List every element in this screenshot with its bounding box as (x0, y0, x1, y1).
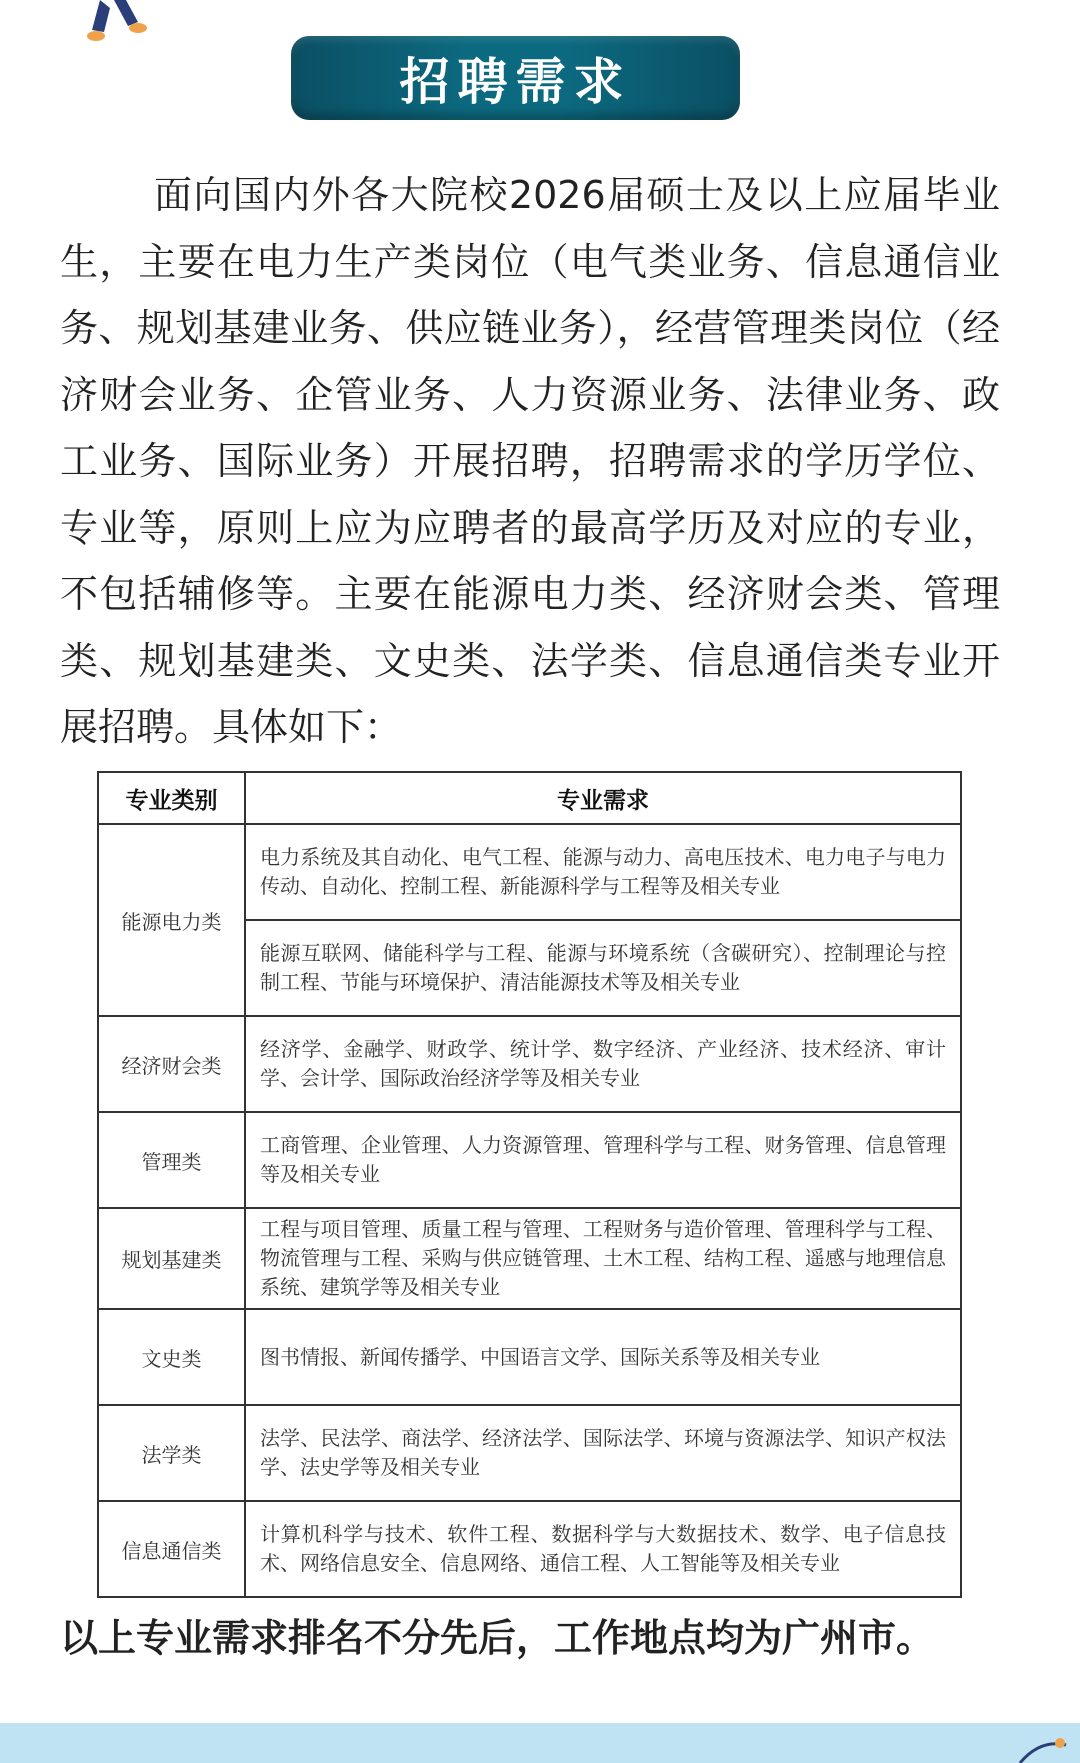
title-banner (291, 36, 740, 120)
table-row (98, 1405, 961, 1501)
category-cell: 能源电力类 (98, 824, 245, 1016)
requirement-cell: 计算机科学与技术、软件工程、数据科学与大数据技术、数学、电子信息技术、网络信息安全、信息网络、通信工程、人工智能等及相关专业 (245, 1501, 961, 1597)
requirement-cell: 电力系统及其自动化、电气工程、能源与动力、高电压技术、电力电子与电力传动、自动化、控制工程、新能源科学与工程等及相关专业 (245, 824, 961, 920)
requirement-cell: 能源互联网、储能科学与工程、能源与环境系统（含碳研究）、控制理论与控制工程、节能与环境保护、清洁能源技术等及相关专业 (245, 920, 961, 1016)
table-header-row (98, 772, 961, 824)
requirement-cell: 法学、民法学、商法学、经济法学、国际法学、环境与资源法学、知识产权法学、法史学等及相关专业 (245, 1405, 961, 1501)
table-row (98, 1112, 961, 1208)
table-row (98, 1208, 961, 1309)
table-row (98, 824, 961, 920)
page-title: 招聘需求 (399, 53, 632, 111)
corner-illustration-icon (1010, 1735, 1070, 1763)
category-cell: 规划基建类 (98, 1208, 245, 1309)
intro-paragraph: 面向国内外各大院校2026届硕士及以上应届毕业生，主要在电力生产类岗位（电气类业务、信息通信业务、规划基建业务、供应链业务），经营管理类岗位（经济财会业务、企管业务、人力资源业务、法律业务、政工业务、国际业务）开展招聘，招聘需求的学历学位、专业等，原则上应为应聘者的最高学历及对应的专业，不包括辅修等。主要在能源电力类、经济财会类、管理类、规划基建类、文史类、法学类、信息通信类专业开展招聘。具体如下： (60, 173, 1000, 749)
bottom-band (0, 1723, 1080, 1763)
category-cell: 经济财会类 (98, 1016, 245, 1112)
requirement-cell: 工商管理、企业管理、人力资源管理、管理科学与工程、财务管理、信息管理等及相关专业 (245, 1112, 961, 1208)
requirement-cell: 图书情报、新闻传播学、中国语言文学、国际关系等及相关专业 (245, 1309, 961, 1405)
table-row (98, 1016, 961, 1112)
table-row (98, 1501, 961, 1597)
requirements-table (97, 771, 962, 1598)
closing-note: 以上专业需求排名不分先后，工作地点均为广州市。 (60, 1616, 935, 1660)
category-cell: 管理类 (98, 1112, 245, 1208)
category-cell: 文史类 (98, 1309, 245, 1405)
requirement-cell: 经济学、金融学、财政学、统计学、数字经济、产业经济、技术经济、审计学、会计学、国际政治经济学等及相关专业 (245, 1016, 961, 1112)
table-row (98, 1309, 961, 1405)
requirement-cell: 工程与项目管理、质量工程与管理、工程财务与造价管理、管理科学与工程、物流管理与工程、采购与供应链管理、土木工程、结构工程、遥感与地理信息系统、建筑学等及相关专业 (245, 1208, 961, 1309)
category-cell: 法学类 (98, 1405, 245, 1501)
person-illustration-icon (70, 0, 160, 50)
header-requirement: 专业需求 (245, 772, 961, 824)
header-category: 专业类别 (98, 772, 245, 824)
category-cell: 信息通信类 (98, 1501, 245, 1597)
